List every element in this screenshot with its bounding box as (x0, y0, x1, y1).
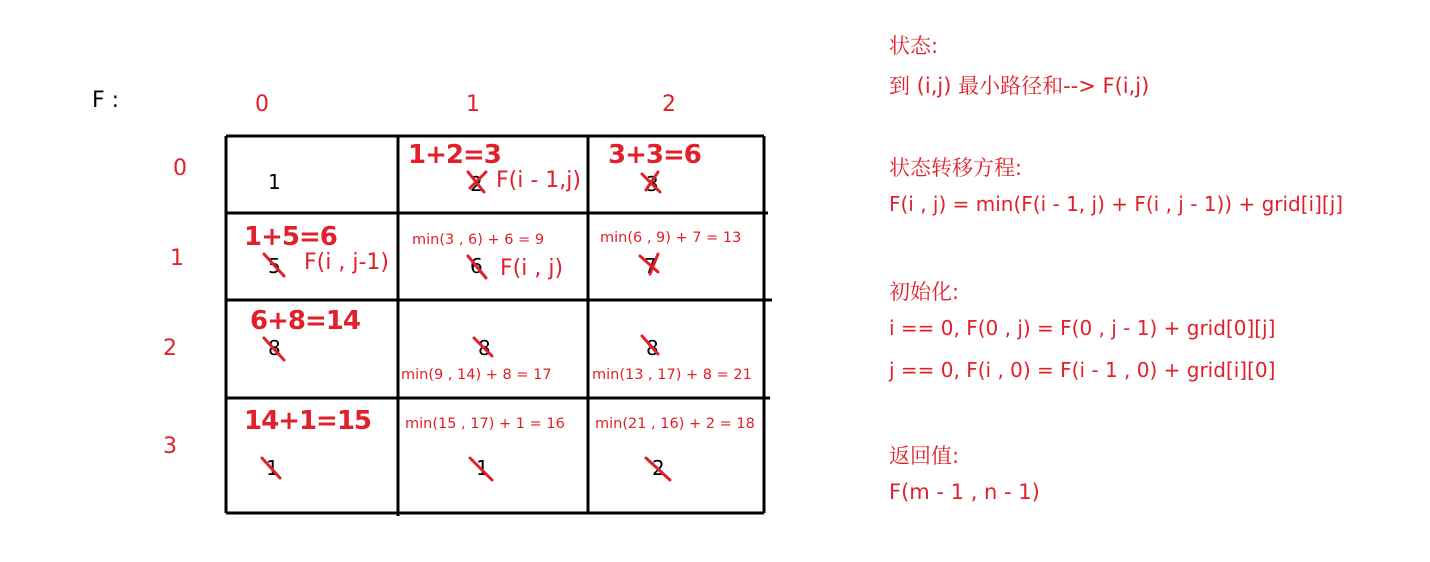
cell-r1c0: 5 (268, 254, 281, 278)
row-header-0: 0 (173, 156, 187, 181)
col-header-1: 1 (466, 92, 480, 117)
table-label: F : (92, 88, 120, 113)
init-title: 初始化: (889, 280, 960, 304)
return-title: 返回值: (889, 444, 960, 468)
cell-r2c2: 8 (646, 336, 659, 360)
cell-r1c2: 7 (644, 254, 657, 278)
row-header-3: 3 (163, 434, 177, 459)
state-title: 状态: (889, 34, 939, 58)
cell-r0c1: 2 (470, 172, 483, 196)
cell-r3c0: 1 (266, 456, 279, 480)
formula-left: F(i , j-1) (304, 250, 389, 275)
calc-r1c2: min(6 , 9) + 7 = 13 (600, 230, 742, 246)
row-header-2: 2 (163, 336, 177, 361)
hand-sum-r0c1: 1+2=3 (408, 140, 501, 170)
cell-r3c2: 2 (652, 456, 665, 480)
cell-r0c2: 3 (646, 172, 659, 196)
init-line-2: j == 0, F(i , 0) = F(i - 1 , 0) + grid[i][0] (889, 358, 1276, 382)
col-header-0: 0 (255, 92, 269, 117)
transition-formula: F(i , j) = min(F(i - 1, j) + F(i , j - 1)) + grid[i][j] (889, 192, 1344, 216)
cell-r0c0: 1 (268, 170, 281, 194)
col-header-2: 2 (662, 92, 676, 117)
calc-r3c1: min(15 , 17) + 1 = 16 (405, 416, 565, 432)
row-header-1: 1 (170, 246, 184, 271)
cell-r1c1: 6 (470, 254, 483, 278)
return-value: F(m - 1 , n - 1) (889, 480, 1040, 504)
hand-sum-r1c0: 1+5=6 (244, 222, 337, 252)
hand-sum-r0c2: 3+3=6 (608, 140, 701, 170)
cell-r3c1: 1 (476, 456, 489, 480)
calc-r3c2: min(21 , 16) + 2 = 18 (595, 416, 755, 432)
cell-r2c1: 8 (478, 336, 491, 360)
calc-r2c2: min(13 , 17) + 8 = 21 (592, 367, 752, 383)
cell-r2c0: 8 (268, 336, 281, 360)
hand-sum-r2c0: 6+8=14 (250, 306, 360, 336)
state-desc: 到 (i,j) 最小路径和--> F(i,j) (889, 74, 1150, 98)
init-line-1: i == 0, F(0 , j) = F(0 , j - 1) + grid[0][j] (889, 316, 1276, 340)
formula-current: F(i , j) (500, 256, 564, 281)
calc-r2c1: min(9 , 14) + 8 = 17 (401, 367, 552, 383)
transition-title: 状态转移方程: (889, 156, 1023, 180)
formula-up: F(i - 1,j) (496, 168, 581, 193)
hand-sum-r3c0: 14+1=15 (244, 406, 372, 436)
calc-r1c1: min(3 , 6) + 6 = 9 (412, 232, 545, 248)
